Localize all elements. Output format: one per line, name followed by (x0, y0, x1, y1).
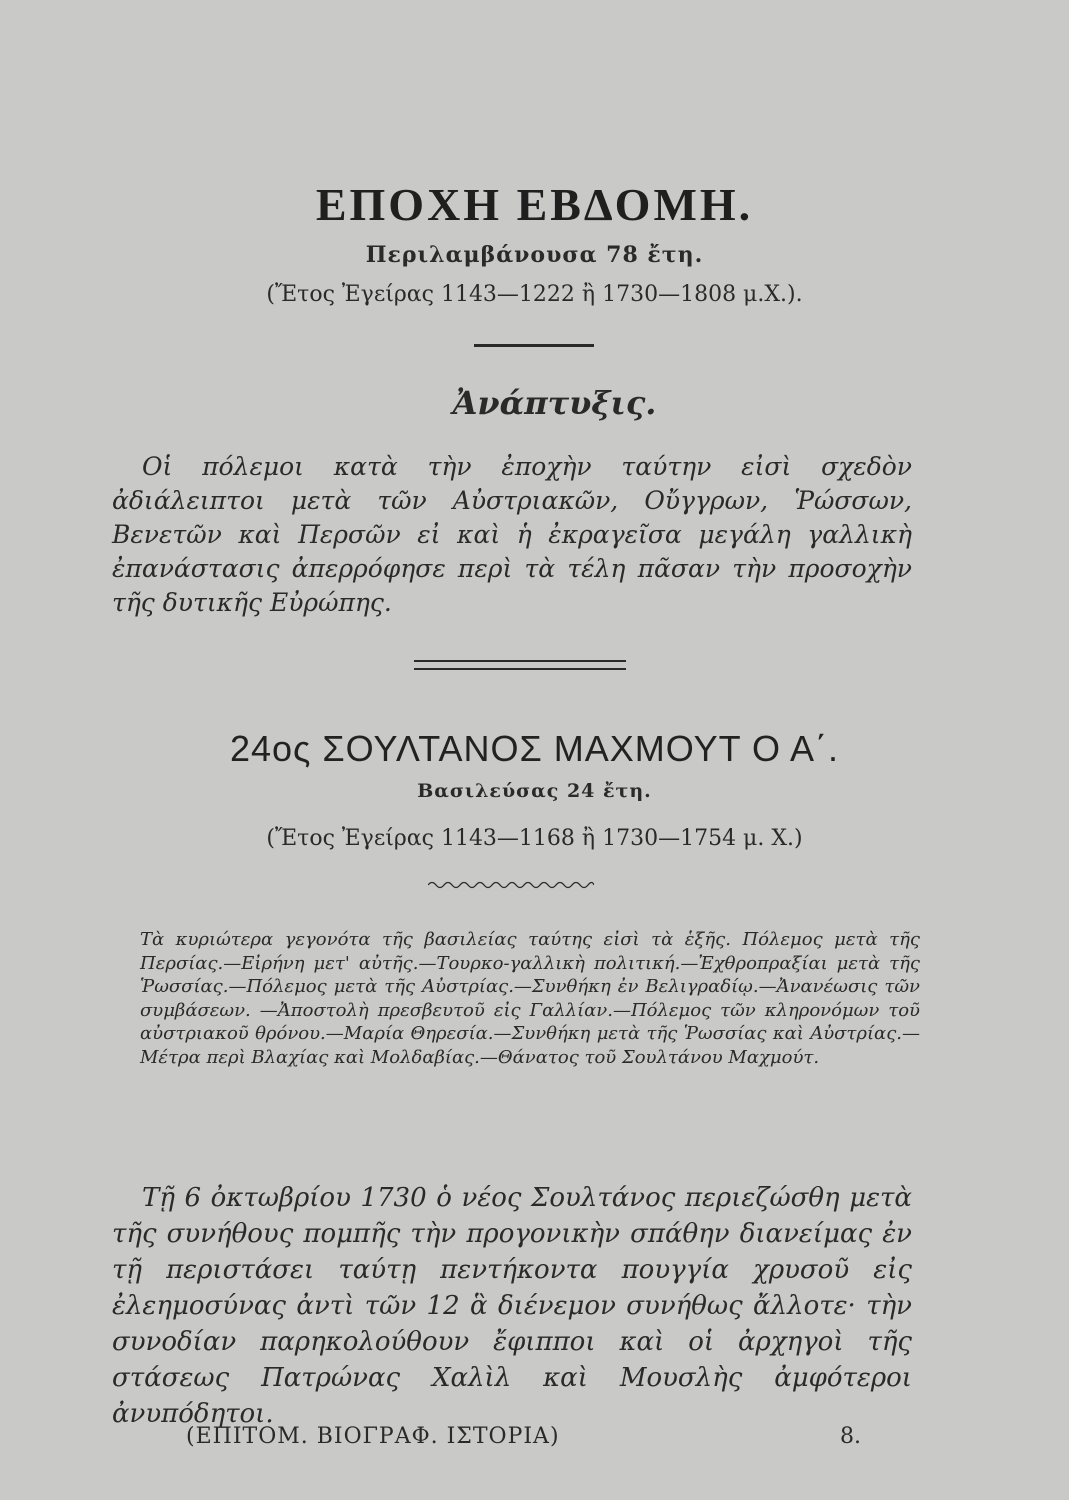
section-divider (474, 344, 594, 347)
sultan-heading: 24ος ΣΟΥΛΤΑΝΟΣ ΜΑΧΜΟΥΤ Ο Α΄. (229, 728, 840, 769)
signature-mark: 8. (840, 1424, 861, 1449)
double-rule-bottom (414, 668, 626, 670)
era-dates: (Ἔτος Ἐγείρας 1143—1222 ἢ 1730—1808 μ.Χ.). (266, 282, 803, 307)
era-title: ΕΠΟΧΗ ΕΒΔΟΜΗ. (315, 179, 754, 230)
wavy-divider (428, 880, 594, 890)
development-paragraph: Οἱ πόλεμοι κατὰ τὴν ἐποχὴν ταύτην εἰσὶ σχεδὸν ἀδιάλειπτοι μετὰ τῶν Αὐστριακῶν, Οὔγγρων, Ῥώσσων, Βενετῶν καὶ Περσῶν εἰ καὶ ἡ ἐκραγεῖσα μεγάλη γαλλικὴ ἐπανάστασις ἀπερρόφησε περὶ τὰ τέλη πᾶσαν τὴν προσοχὴν τῆς δυτικῆς Εὐρώπης. (112, 452, 912, 617)
narrative-paragraph: Τῇ 6 ὀκτωβρίου 1730 ὁ νέος Σουλτάνος περιεζώσθη μετὰ τῆς συνήθους πομπῆς τὴν προγονικὴν σπάθην διανείμας ἐν τῇ περιστάσει ταύτῃ πεντήκοντα πουγγία χρυσοῦ εἰς ἐλεημοσύνας ἀντὶ τῶν 12 ἃ διένεμον συνήθως ἄλλοτε· τὴν συνοδίαν παρηκολούθουν ἔφιπποι καὶ οἱ ἀρχηγοὶ τῆς στάσεως Πατρώνας Χαλὶλ καὶ Μουσλὴς ἀμφότεροι ἀνυπόδητοι. (112, 1183, 912, 1429)
footer-book-title: (ΕΠΙΤΟΜ. ΒΙΟΓΡΑΦ. ΙΣΤΟΡΙΑ) (186, 1424, 560, 1449)
reign-dates: (Ἔτος Ἐγείρας 1143—1168 ἢ 1730—1754 μ. Χ.) (266, 826, 803, 851)
era-subtitle: Περιλαμβάνουσα 78 ἔτη. (365, 242, 704, 268)
double-rule-top (414, 660, 626, 662)
reign-events-summary: Τὰ κυριώτερα γεγονότα τῆς βασιλείας ταύτης εἰσὶ τὰ ἑξῆς. Πόλεμος μετὰ τῆς Περσίας.—Εἰρήνη μετ' αὐτῆς.—Τουρκο-γαλλικὴ πολιτική.—Ἐχθροπραξίαι μετὰ τῆς Ῥωσσίας.—Πόλεμος μετὰ τῆς Αὐστρίας.—Συνθήκη ἐν Βελιγραδίῳ.—Ἀνανέωσις τῶν συμβάσεων. —Ἀποστολὴ πρεσβευτοῦ εἰς Γαλλίαν.—Πόλεμος τῶν κληρονόμων τοῦ αὐστριακοῦ θρόνου.—Μαρία Θηρεσία.—Συνθήκη μετὰ τῆς Ῥωσσίας καὶ Αὐστρίας.—Μέτρα περὶ Βλαχίας καὶ Μολδαβίας.—Θάνατος τοῦ Σουλτάνου Μαχμούτ. (140, 929, 920, 1068)
reign-duration: Βασιλεύσας 24 ἔτη. (417, 780, 652, 802)
development-heading: Ἀνάπτυξις. (452, 384, 657, 422)
